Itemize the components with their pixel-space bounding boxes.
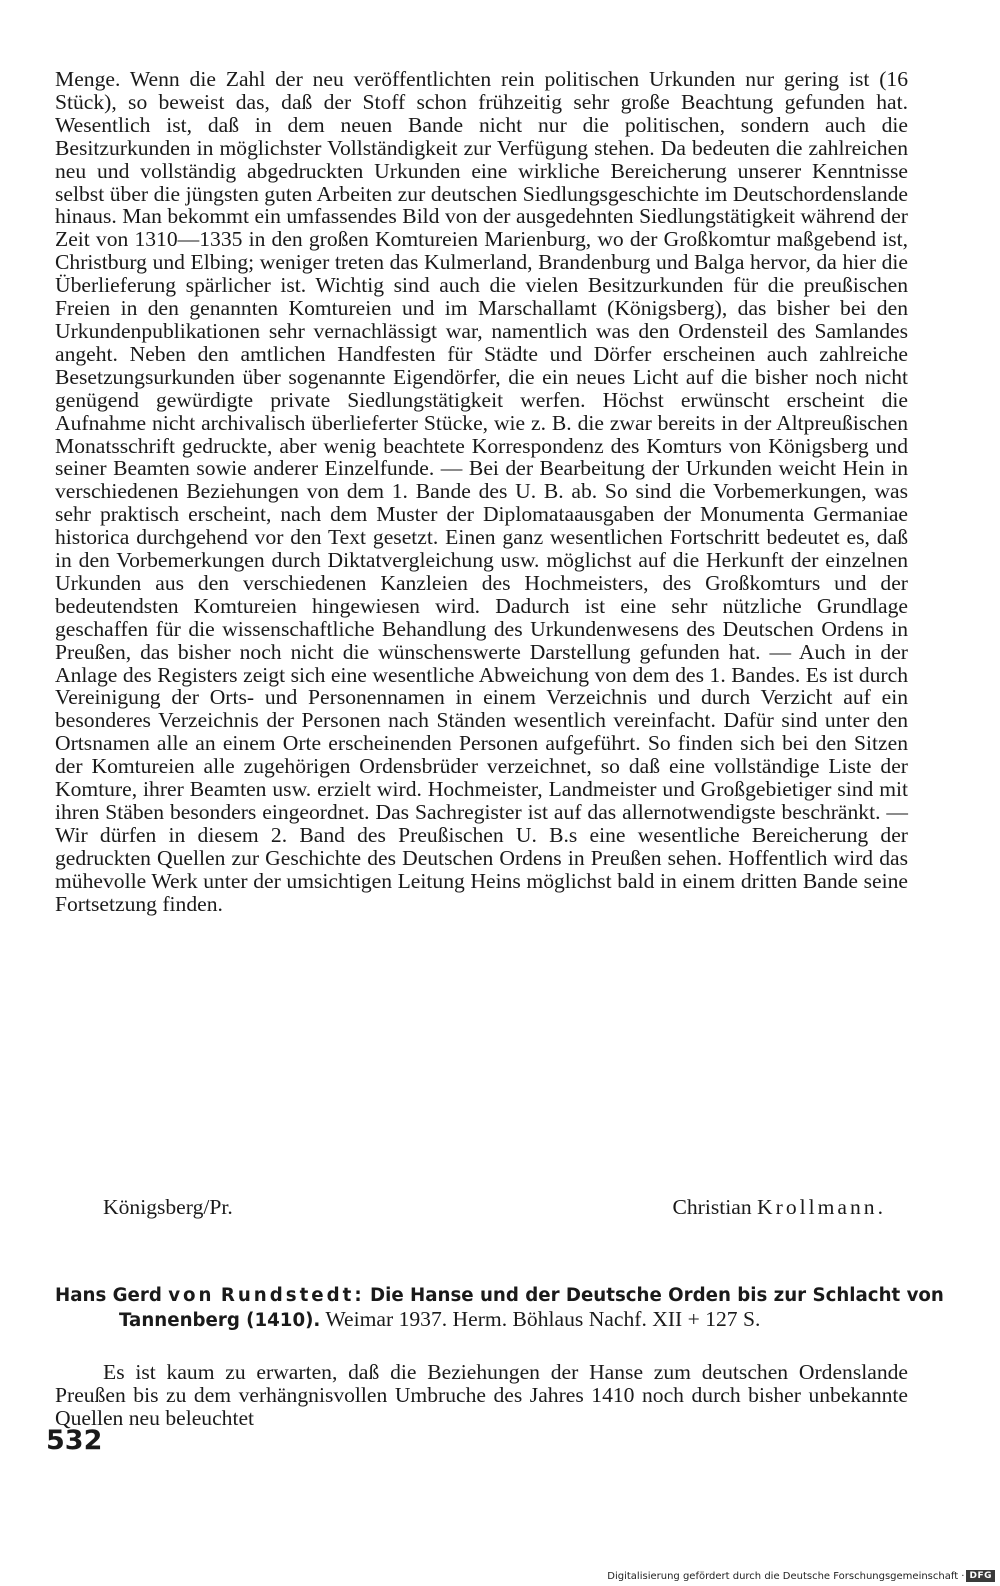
author-given-name: Hans Gerd [55,1285,162,1306]
dfg-logo: DFG [966,1570,995,1582]
review-heading [55,1283,972,1333]
signature-surname: Krollmann. [757,1195,886,1219]
page-number: 532 [46,1425,103,1456]
author-surname: Rundstedt: [220,1285,365,1306]
signature-first-name: Christian [672,1195,752,1219]
review-publication-info: Weimar 1937. Herm. Böhlaus Nachf. XII + 127 S. [325,1306,761,1331]
review-opening-paragraph: Es ist kaum zu erwarten, daß die Beziehungen der Hanse zum deutschen Ordenslande Preußen bis zu dem verhängnisvollen Umbruche des Jahres 1410 noch durch bisher unbekannte Quellen neu beleuchtet [55,1360,908,1430]
author-particle: von [168,1285,215,1306]
review-book-title: Die Hanse und der Deutsche Orden bis zur Schlacht von Tannenberg (1410). [119,1285,944,1331]
footer-credit: Digitalisierung gefördert durch die Deutsche Forschungsgemeinschaft · [607,1570,965,1582]
review-author [55,1285,365,1306]
digitization-footer [607,1570,995,1582]
signature-author [672,1196,886,1219]
signature-place: Königsberg/Pr. [103,1195,233,1219]
review-body-paragraph: Menge. Wenn die Zahl der neu veröffentlichten rein politischen Urkunden nur gering ist (16 Stück), so beweist das, daß der Stoff schon frühzeitig sehr große Beachtung gefunden hat. Wesentlich ist, daß in dem neuen Bande nicht nur die politischen, sondern auch die Besitzurkunden in möglichster Vollständigkeit zur Verfügung stehen. Da bedeuten die zahlreichen neu und vollständig abgedruckten Urkunden eine wirkliche Bereicherung unserer Kenntnisse selbst über die jüngsten guten Arbeiten zur deutschen Siedlungsgeschichte im Deutschordenslande hinaus. Man bekommt ein umfassendes Bild von der ausgedehnten Siedlungstätigkeit während der Zeit von 1310—1335 in den großen Komtureien Marienburg, wo der Großkomtur maßgebend ist, Christburg und Elbing; weniger treten das Kulmerland, Brandenburg und Balga hervor, da hier die Überlieferung spärlicher ist. Wichtig sind auch die vielen Besitzurkunden für die preußischen Freien in den genannten Komtureien und im Marschallamt (Königsberg), das bisher bei den Urkundenpublikationen sehr vernachlässigt war, namentlich was den Ordensteil des Samlandes angeht. Neben den amtlichen Handfesten für Städte und Dörfer erscheinen auch zahlreiche Besetzungsurkunden über sogenannte Eigendörfer, die ein neues Licht auf die bisher noch nicht genügend gewürdigte private Siedlungstätigkeit werfen. Höchst erwünscht erscheint die Aufnahme nicht archivalisch überlieferter Stücke, wie z. B. die zwar bereits in der Altpreußischen Monatsschrift gedruckte, aber wenig beachtete Korrespondenz des Komturs von Königsberg und seiner Beamten sowie anderer Einzelfunde. — Bei der Bearbeitung der Urkunden weicht Hein in verschiedenen Beziehungen von dem 1. Bande des U. B. ab. So sind die Vorbemerkungen, was sehr praktisch erscheint, nach dem Muster der Diplomataausgaben der Monumenta Germaniae historica durchgehend vor den Text gesetzt. Einen ganz wesentlichen Fortschritt bedeutet es, daß in den Vorbemerkungen durch Diktatvergleichung usw. möglichst auf die Herkunft der einzelnen Urkunden aus den verschiedenen Kanzleien des Hochmeisters, des Großkomturs und der bedeutendsten Komtureien hingewiesen wird. Dadurch ist eine sehr nützliche Grundlage geschaffen für die wissenschaftliche Behandlung des Urkundenwesens des Deutschen Ordens in Preußen, das bisher noch nicht die wünschenswerte Darstellung gefunden hat. — Auch in der Anlage des Registers zeigt sich eine wesentliche Abweichung von dem des 1. Bandes. Es ist durch Vereinigung der Orts- und Personennamen in einem Verzeichnis und durch Verzicht auf ein besonderes Verzeichnis der Personen nach Ständen wesentlich vereinfacht. Dafür sind unter den Ortsnamen alle an einem Orte erscheinenden Personen aufgeführt. So finden sich bei den Sitzen der Komtureien alle zugehörigen Ordensbrüder verzeichnet, so daß eine vollständige Liste der Komture, ihrer Beamten usw. erzielt wird. Hochmeister, Landmeister und Großgebietiger sind mit ihren Stäben besonders eingeordnet. Das Sachregister ist auf das allernotwendigste beschränkt. — Wir dürfen in diesem 2. Band des Preußischen U. B.s eine wesentliche Bereicherung der gedruckten Quellen zur Geschichte des Deutschen Ordens in Preußen sehen. Hoffentlich wird das mühevolle Werk unter der umsichtigen Leitung Heins möglichst bald in einem dritten Bande seine Fortsetzung finden. [55,67,908,916]
